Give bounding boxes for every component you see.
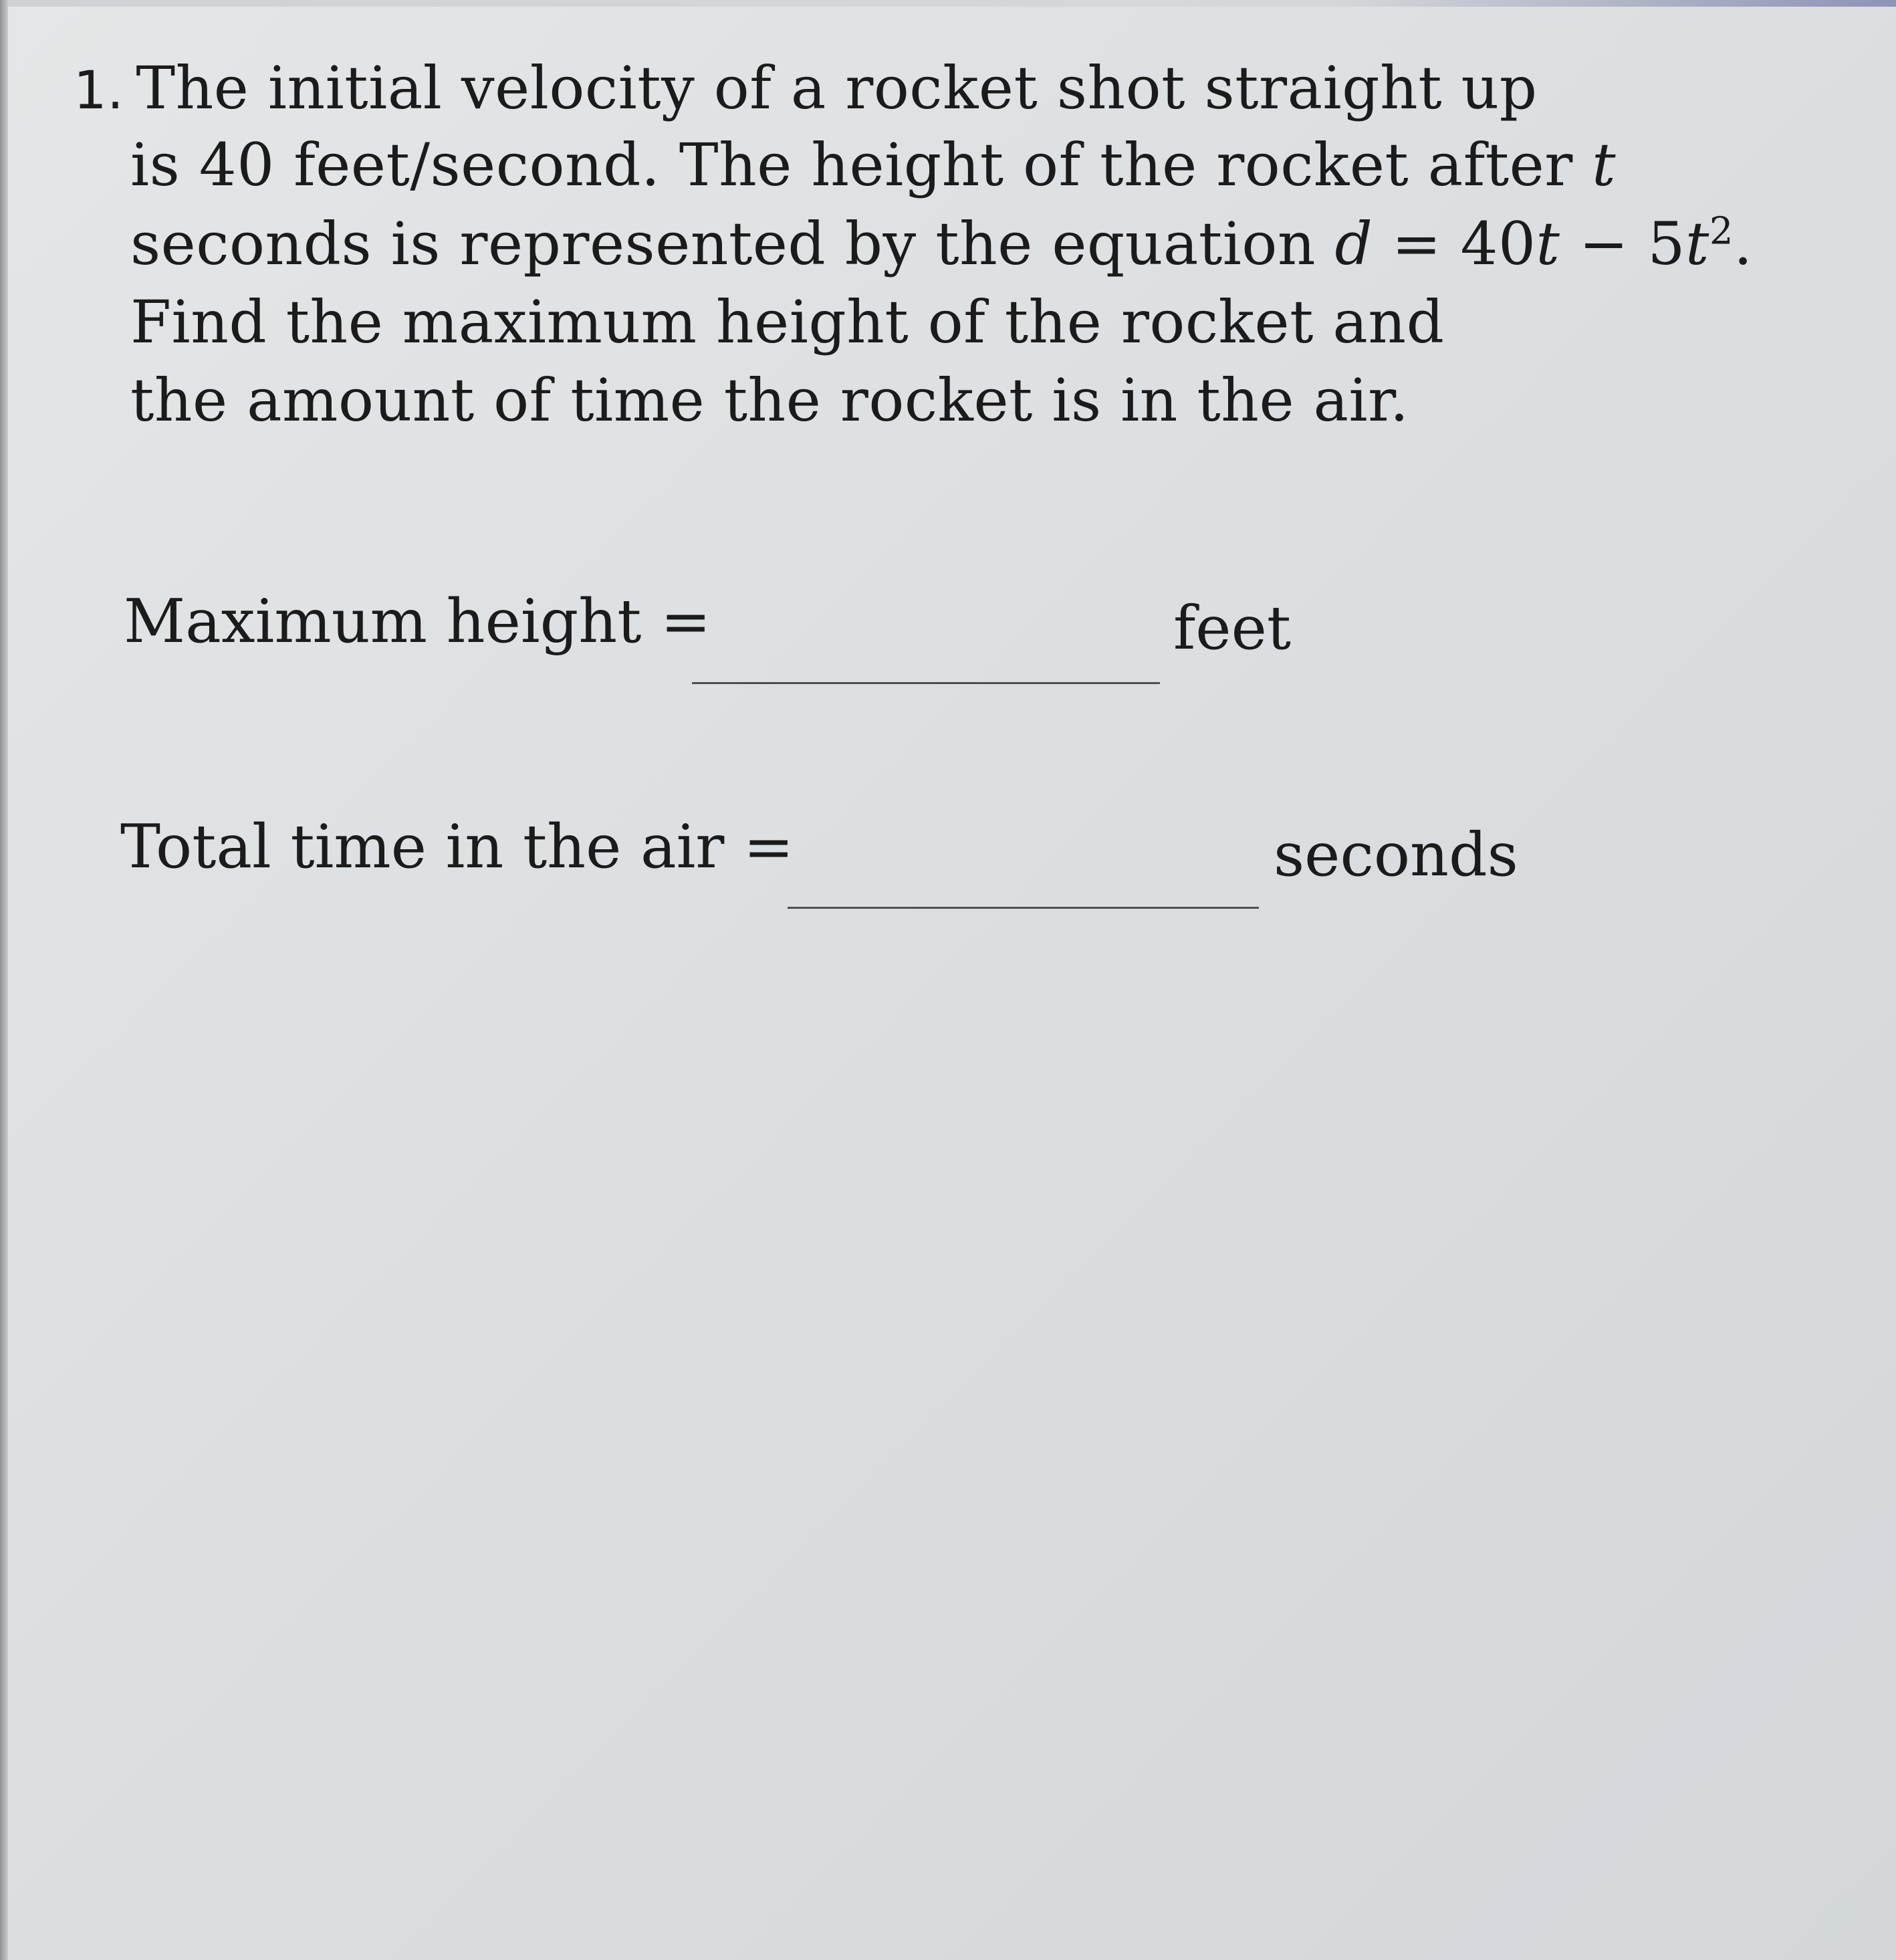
question-text-line-1: The initial velocity of a rocket shot straight up <box>136 53 1538 122</box>
maximum-height-answer-blank[interactable] <box>692 682 1160 684</box>
equation-variable-t: t <box>1536 209 1560 278</box>
question-text-line-4: Find the maximum height of the rocket and <box>130 288 1445 356</box>
equation-exponent: 2 <box>1709 209 1734 253</box>
total-time-unit: seconds <box>1274 820 1518 890</box>
question-text-line-2: is 40 feet/second. The height of the rocket after <box>130 130 1592 199</box>
maximum-height-label: Maximum height = <box>124 586 711 657</box>
equation-variable-d: d <box>1334 209 1373 278</box>
equation-operator: − 5 <box>1560 209 1686 278</box>
problem-line-2 <box>130 130 1617 199</box>
time-variable: t <box>1592 130 1617 199</box>
problem-line-3 <box>130 209 1753 278</box>
total-time-answer-blank[interactable] <box>788 907 1259 909</box>
equation-suffix: . <box>1734 209 1753 278</box>
screen-top-edge <box>0 0 1896 7</box>
blank-work-area <box>0 1003 1896 1960</box>
equation-middle: = 40 <box>1373 209 1536 278</box>
question-number: 1. <box>74 61 124 121</box>
problem-line-4 <box>130 288 1445 356</box>
problem-line-1 <box>74 53 1538 122</box>
question-text-line-3: seconds is represented by the equation <box>130 209 1335 278</box>
problem-line-5 <box>130 366 1409 435</box>
total-time-label: Total time in the air = <box>120 812 794 882</box>
equation-variable-t-squared: t <box>1685 209 1709 278</box>
maximum-height-unit: feet <box>1173 593 1292 663</box>
question-text-line-5: the amount of time the rocket is in the air. <box>130 366 1409 435</box>
